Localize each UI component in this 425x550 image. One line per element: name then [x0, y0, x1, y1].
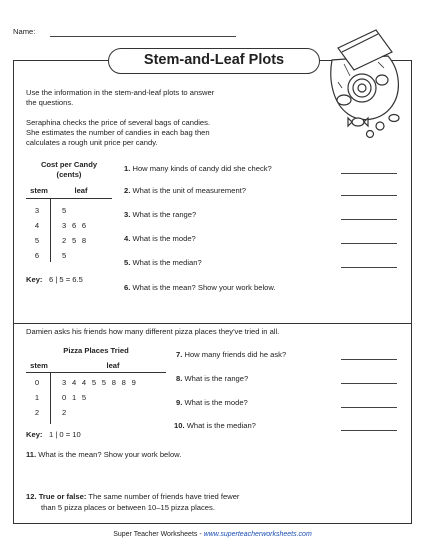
question-12-line-2: than 5 pizza places or between 10–15 pizza places. — [41, 503, 215, 512]
answer-blank-8[interactable] — [341, 383, 397, 384]
question-number: 7. — [176, 350, 183, 359]
question-4 — [124, 234, 196, 244]
plot2-leaves: 2 — [62, 408, 67, 417]
plot1-stem: 6 — [34, 251, 40, 260]
question-number: 10. — [174, 421, 185, 430]
scenario1-line-1: Seraphina checks the price of several bags of candies. — [26, 118, 211, 127]
question-text: What is the mode? — [132, 234, 196, 243]
question-text: What is the mode? — [184, 398, 248, 407]
plot2-key-label: Key: — [26, 430, 43, 439]
question-text: What is the unit of measurement? — [132, 186, 247, 195]
question-number: 12. — [26, 492, 37, 501]
footer — [0, 530, 425, 539]
answer-blank-10[interactable] — [341, 430, 397, 431]
question-number: 8. — [176, 374, 183, 383]
plot2-stem-divider — [50, 372, 51, 424]
question-text: What is the median? — [132, 258, 202, 267]
question-text: What is the mean? Show your work below. — [38, 450, 182, 459]
question-10 — [174, 421, 256, 431]
question-9 — [176, 398, 248, 408]
plot1-stem: 4 — [34, 221, 40, 230]
question-text: What is the mean? Show your work below. — [132, 283, 276, 292]
answer-blank-5[interactable] — [341, 267, 397, 268]
question-number: 9. — [176, 398, 183, 407]
plot1-leaf-header: leaf — [74, 186, 88, 195]
question-number: 11. — [26, 450, 37, 459]
question-8 — [176, 374, 248, 384]
question-number: 4. — [124, 234, 131, 243]
question-text: The same number of friends have tried fewer — [88, 492, 240, 501]
question-11 — [26, 450, 181, 460]
scenario1-line-3: calculates a rough unit price per candy. — [26, 138, 158, 147]
plot2-key-value: 1 | 0 = 10 — [49, 430, 81, 439]
answer-blank-1[interactable] — [341, 173, 397, 174]
answer-blank-4[interactable] — [341, 243, 397, 244]
plot2-stem-header: stem — [30, 361, 48, 370]
question-12 — [26, 492, 239, 502]
answer-blank-9[interactable] — [341, 407, 397, 408]
name-line[interactable] — [50, 36, 236, 37]
section-divider — [13, 323, 412, 324]
question-text: What is the range? — [184, 374, 249, 383]
plot1-stem-header: stem — [30, 186, 48, 195]
plot2-stem: 0 — [34, 378, 40, 387]
plot1-stem: 3 — [34, 206, 40, 215]
plot1-key-label: Key: — [26, 275, 43, 284]
question-1 — [124, 164, 272, 174]
answer-blank-3[interactable] — [341, 219, 397, 220]
plot2-stem: 1 — [34, 393, 40, 402]
question-7 — [176, 350, 286, 360]
plot1-leaves: 3 6 6 — [62, 221, 87, 230]
plot1-stem: 5 — [34, 236, 40, 245]
plot2-stem: 2 — [34, 408, 40, 417]
question-3 — [124, 210, 196, 220]
question-text: How many friends did he ask? — [184, 350, 287, 359]
plot2-leaf-header: leaf — [106, 361, 120, 370]
question-number: 2. — [124, 186, 131, 195]
plot1-title: Cost per Candy — [40, 160, 98, 169]
plot1-stem-divider — [50, 198, 51, 262]
footer-link[interactable]: www.superteacherworksheets.com — [203, 531, 312, 538]
candy-jar-icon — [318, 22, 412, 142]
plot1-key-value: 6 | 5 = 6.5 — [49, 275, 83, 284]
question-2 — [124, 186, 246, 196]
answer-blank-2[interactable] — [341, 195, 397, 196]
question-6 — [124, 283, 276, 293]
plot2-title: Pizza Places Tried — [63, 346, 129, 355]
plot2-leaves: 0 1 5 — [62, 393, 87, 402]
intro-line-1: Use the information in the stem-and-leaf plots to answer — [26, 88, 215, 97]
question-text: What is the median? — [186, 421, 256, 430]
intro-line-2: the questions. — [26, 98, 74, 107]
question-number: 3. — [124, 210, 131, 219]
plot2-leaves: 3 4 4 5 5 8 8 9 — [62, 378, 137, 387]
question-5 — [124, 258, 202, 268]
scenario2-text: Damien asks his friends how many different pizza places they've tried in all. — [26, 327, 280, 336]
footer-brand: Super Teacher Worksheets - — [113, 531, 204, 538]
question-text: What is the range? — [132, 210, 197, 219]
name-label: Name: — [13, 27, 36, 36]
answer-blank-7[interactable] — [341, 359, 397, 360]
plot1-header-rule — [26, 198, 112, 199]
page-title: Stem-and-Leaf Plots — [108, 48, 320, 74]
scenario1-line-2: She estimates the number of candies in each bag then — [26, 128, 210, 137]
plot1-subtitle: (cents) — [56, 170, 82, 179]
plot2-header-rule — [26, 372, 166, 373]
question-text: How many kinds of candy did she check? — [132, 164, 272, 173]
true-false-label: True or false: — [38, 492, 87, 501]
plot1-leaves: 5 — [62, 206, 67, 215]
question-number: 6. — [124, 283, 131, 292]
question-number: 5. — [124, 258, 131, 267]
question-number: 1. — [124, 164, 131, 173]
plot1-leaves: 2 5 8 — [62, 236, 87, 245]
plot1-leaves: 5 — [62, 251, 67, 260]
